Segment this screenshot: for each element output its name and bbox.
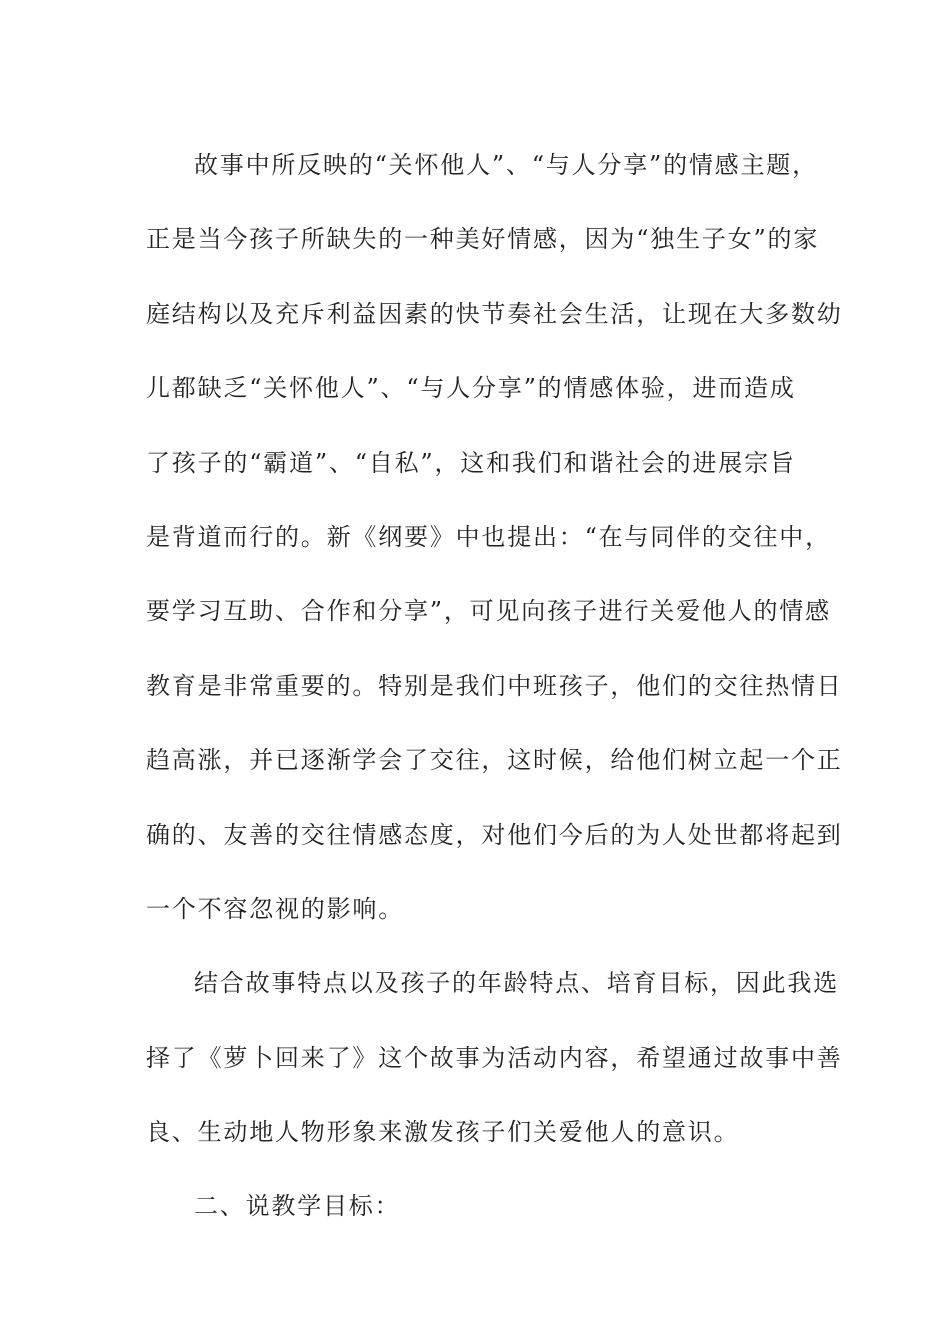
section-heading	[146, 1169, 806, 1243]
paragraph-background	[146, 128, 843, 946]
text-line: 庭结构以及充斥利益因素的快节奏社会生活，让现在大多数幼	[146, 299, 843, 328]
text-line: 故事中所反映的“关怀他人”、“与人分享”的情感主题，	[194, 151, 818, 179]
text-line: 择了《萝卜回来了》这个故事为活动内容，希望通过故事中善	[146, 1043, 843, 1072]
paragraph-content-choice	[146, 946, 843, 1169]
text-line: 一个不容忽视的影响。	[146, 894, 404, 923]
document-body	[146, 128, 843, 1244]
text-line: 儿都缺乏“关怀他人”、“与人分享”的情感体验，进而造成	[146, 374, 796, 403]
heading-text: 二、说教学目标：	[194, 1192, 401, 1221]
text-line: 要学习互助、合作和分享”，可见向孩子进行关爱他人的情感	[146, 597, 831, 626]
text-line: 良、生动地人物形象来激发孩子们关爱他人的意识。	[146, 1118, 740, 1147]
text-line: 趋高涨，并已逐渐学会了交往，这时候，给他们树立起一个正	[146, 746, 843, 775]
text-line: 正是当今孩子所缺失的一种美好情感，因为“独生子女”的家	[146, 225, 820, 254]
text-line: 是背道而行的。新《纲要》中也提出：“在与同伴的交往中，	[146, 522, 831, 551]
text-line: 教育是非常重要的。特别是我们中班孩子，他们的交往热情日	[146, 671, 843, 700]
text-line: 结合故事特点以及孩子的年龄特点、培育目标，因此我选	[194, 969, 839, 998]
text-line: 确的、友善的交往情感态度，对他们今后的为人处世都将起到	[146, 820, 843, 849]
text-line: 了孩子的“霸道”、“自私”，这和我们和谐社会的进展宗旨	[146, 448, 796, 477]
